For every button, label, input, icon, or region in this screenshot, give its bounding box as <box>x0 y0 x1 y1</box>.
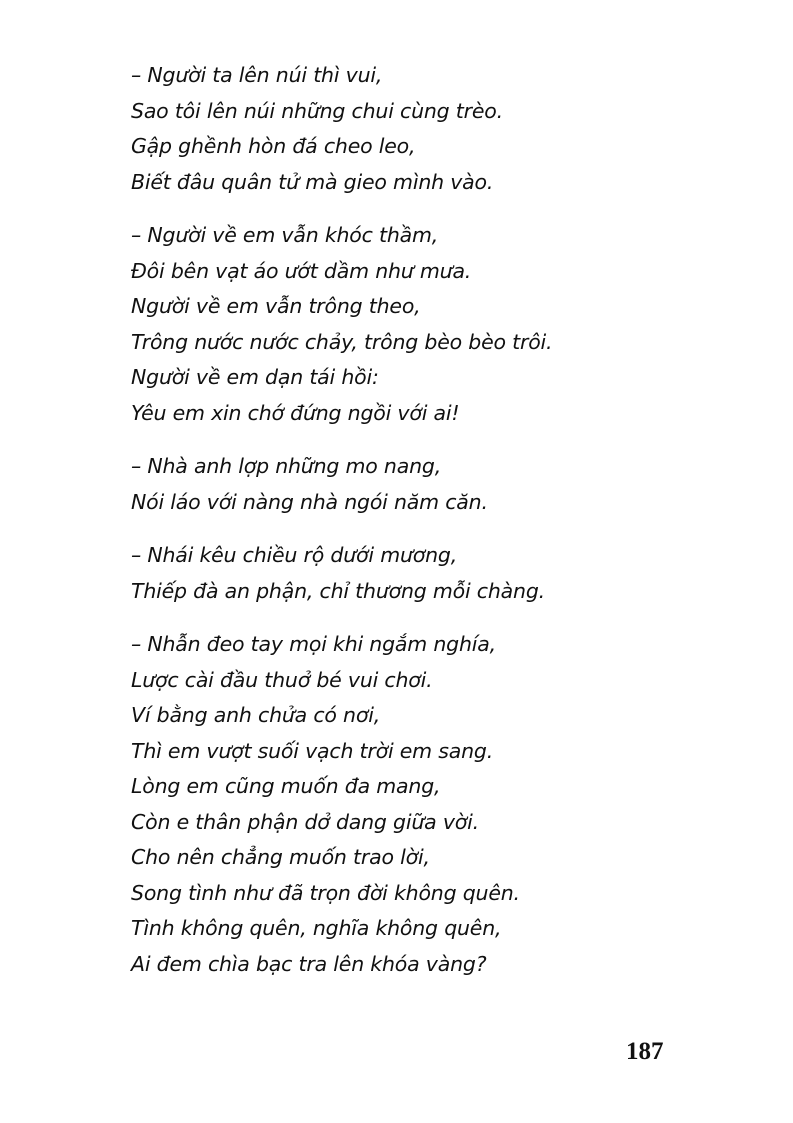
poem-line: Cho nên chẳng muốn trao lời, <box>131 845 430 869</box>
poem-body <box>131 58 751 982</box>
poem-line: Lòng em cũng muốn đa mang, <box>131 774 441 798</box>
poem-line: Ví bằng anh chửa có nơi, <box>131 703 381 727</box>
poem-line: Thì em vượt suối vạch trời em sang. <box>131 738 494 763</box>
poem-line: – Nhà anh lợp những mo nang, <box>131 454 442 478</box>
poem-line: – Người ta lên núi thì vui, <box>131 63 383 87</box>
stanza-3 <box>131 449 751 520</box>
poem-line: Gập ghềnh hòn đá cheo leo, <box>131 134 416 158</box>
stanza-2 <box>131 218 751 431</box>
poem-line: – Người về em vẫn khóc thầm, <box>131 223 439 247</box>
poem-line: – Nhái kêu chiều rộ dưới mương, <box>131 543 458 567</box>
poem-line: Biết đâu quân tử mà gieo mình vào. <box>131 169 494 194</box>
poem-line: Yêu em xin chớ đứng ngồi với ai! <box>131 400 460 425</box>
poem-line: Song tình như đã trọn đời không quên. <box>131 880 520 905</box>
poem-line: Nói láo với nàng nhà ngói năm căn. <box>131 489 488 514</box>
poem-line: Trông nước nước chảy, trông bèo bèo trôi. <box>131 329 553 354</box>
poem-line: Thiếp đà an phận, chỉ thương mỗi chàng. <box>131 578 545 603</box>
stanza-4 <box>131 538 751 609</box>
poem-line: Lược cài đầu thuở bé vui chơi. <box>131 667 433 692</box>
stanza-5 <box>131 627 751 982</box>
poem-line: Ai đem chìa bạc tra lên khóa vàng? <box>131 951 487 976</box>
poem-line: Tình không quên, nghĩa không quên, <box>131 916 502 940</box>
poem-line: Người về em dạn tái hồi: <box>131 365 379 389</box>
poem-line: Đôi bên vạt áo ướt dầm như mưa. <box>131 258 472 283</box>
poem-line: Sao tôi lên núi những chui cùng trèo. <box>131 98 503 123</box>
stanza-1 <box>131 58 751 200</box>
poem-line: Còn e thân phận dở dang giữa vời. <box>131 809 479 834</box>
poem-line: Người về em vẫn trông theo, <box>131 294 421 318</box>
page-number: 187 <box>626 1038 664 1065</box>
poem-line: – Nhẫn đeo tay mọi khi ngắm nghía, <box>131 632 496 656</box>
